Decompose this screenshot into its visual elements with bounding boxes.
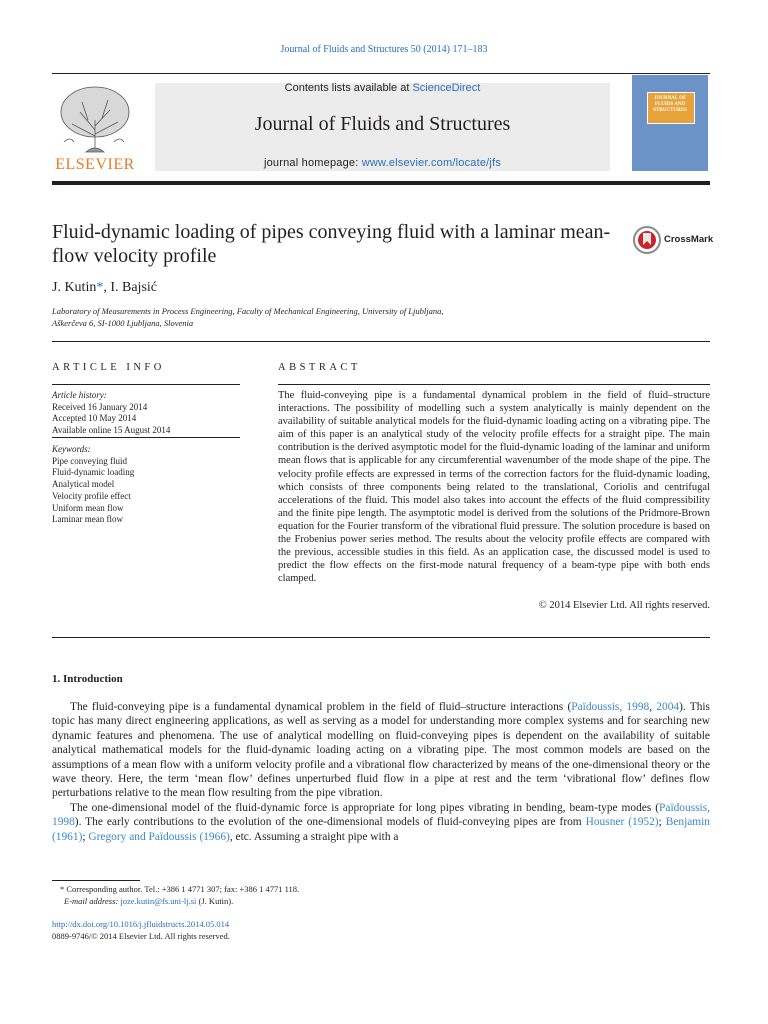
abstract-rule-top: [278, 384, 710, 385]
homepage-link[interactable]: www.elsevier.com/locate/jfs: [361, 157, 502, 169]
abstract-heading: ABSTRACT: [278, 362, 361, 373]
publisher-wordmark: ELSEVIER: [55, 156, 135, 173]
crossmark-label[interactable]: CrossMark: [664, 234, 714, 245]
section-rule: [52, 341, 710, 342]
article-info-heading: ARTICLE INFO: [52, 362, 165, 373]
cover-title: JOURNAL OF FLUIDS AND STRUCTURES: [653, 96, 687, 113]
abstract-text: The fluid-conveying pipe is a fundamental dynamical problem in the field of fluid–structure interactions. The possibility of modelling such a system analytically is mainly dependent on the availability of suitable analytical models for the fluid-dynamic loading acting on a vibrating pipe. The aim of this paper is an analytical study of the velocity profile effects for a straight pipe. The main contribution is the derived asymptotic model for the fluid-dynamic loading of the laminar and uniform mean flows that is applicable for any circumferential wavenumber of the mode shape of the pipe. The velocity profile effects are expressed in terms of the correction factors for the fluid-dynamic loading, which consists of three components being related to the translational, Coriolis and centrifugal accelerations of the fluid. This model also takes into account the effects of the fluid compressibility and the finite pipe length. The asymptotic model is derived from the solutions of the Pridmore-Brown equation for the Fourier transform of the vibrational fluid pressure. The solution procedure is based on the Frobenius power series method. The results about the velocity profile effects are compared with the previous, accessible studies in this field. As an application case, the discussed model is used to predict the flow effects on the first-mode natural frequency of a beam-type pipe with both ends clamped.: [278, 390, 710, 585]
affiliation-line-1: Laboratory of Measurements in Process Engineering, Faculty of Mechanical Engineering, University of Ljubljana,: [52, 306, 444, 316]
author-bajsic[interactable]: I. Bajsić: [110, 280, 157, 295]
intro-text: , etc. Assuming a straight pipe with a: [229, 830, 399, 843]
intro-text: ;: [82, 830, 89, 843]
citation-link[interactable]: Housner (1952): [585, 816, 659, 829]
citation-link[interactable]: Païdoussis, 1998: [52, 801, 710, 829]
keyword-item: Laminar mean flow: [52, 514, 123, 525]
corresponding-author-mark[interactable]: *: [96, 280, 104, 295]
intro-text: ;: [658, 816, 666, 829]
citation-link[interactable]: Benjamin (1961): [52, 816, 711, 843]
article-title: Fluid-dynamic loading of pipes conveying fluid with a laminar mean-flow velocity profile: [52, 221, 611, 267]
corresponding-author-note: * Corresponding author. Tel.: +386 1 4771 307; fax: +386 1 4771 118.: [60, 884, 300, 894]
doi-block: [52, 919, 452, 942]
intro-text: ,: [649, 701, 657, 713]
header-rule-bottom: [52, 181, 710, 185]
keyword-item: Uniform mean flow: [52, 502, 124, 513]
header-rule-top: [52, 73, 710, 74]
introduction-body: [52, 700, 710, 844]
intro-text: The one-dimensional model of the fluid-dynamic force is appropriate for long pipes vibrating in bending, beam-type modes (: [70, 801, 660, 814]
history-online: Available online 15 August 2014: [52, 424, 171, 435]
contents-line: [155, 82, 610, 94]
issn-line: 0889-9746/© 2014 Elsevier Ltd. All rights reserved.: [52, 930, 230, 941]
email-link[interactable]: joze.kutin@fs.uni-lj.si: [120, 895, 197, 906]
keyword-item: Analytical model: [52, 479, 115, 490]
intro-paragraph-2: [52, 801, 710, 844]
abstract-rule-bottom: [52, 637, 710, 638]
citation-link[interactable]: 2004: [656, 701, 680, 713]
affiliation: [52, 305, 572, 329]
footnote-rule: [52, 880, 140, 881]
keywords: [52, 444, 242, 526]
email-label: E-mail address:: [64, 895, 119, 906]
email-note: [52, 896, 552, 908]
author-kutin[interactable]: J. Kutin: [52, 280, 97, 295]
keywords-label: Keywords:: [52, 444, 91, 454]
article-history: [52, 390, 242, 436]
history-label: Article history:: [52, 390, 107, 400]
author-list: [52, 280, 157, 296]
journal-title: Journal of Fluids and Structures: [254, 113, 511, 135]
abstract-copyright: © 2014 Elsevier Ltd. All rights reserved.: [538, 600, 710, 611]
history-received: Received 16 January 2014: [52, 401, 148, 412]
journal-cover-thumbnail: [632, 75, 708, 171]
homepage-line: [155, 157, 610, 169]
sciencedirect-link[interactable]: ScienceDirect: [412, 82, 481, 94]
article-info-rule-mid: [52, 437, 240, 438]
history-accepted: Accepted 10 May 2014: [52, 413, 137, 423]
footnotes: [52, 884, 552, 907]
keyword-item: Velocity profile effect: [52, 490, 131, 501]
affiliation-line-2: Aškerčeva 6, SI-1000 Ljubljana, Slovenia: [52, 318, 194, 328]
journal-reference[interactable]: Journal of Fluids and Structures 50 (2014) 171–183: [280, 44, 488, 55]
doi-link[interactable]: http://dx.doi.org/10.1016/j.jfluidstructs.2014.05.014: [52, 919, 230, 929]
intro-text: The fluid-conveying pipe is a fundamental dynamical problem in the field of fluid–structure interactions (: [70, 701, 572, 713]
intro-text: ). This topic has many direct engineering applications, as well as serving as a model for understanding more complex systems and for searching new dynamic features and phenomena. The use of analytical modelling on fluid-conveying pipes is dependent on the availability of suitable analytical mathematical models for the fluid-dynamic loading acting on a vibrating pipe. The most common models are based on the assumptions of a mean flow with a uniform velocity profile and a vibrational flow characterized by means of the one-dimensional theory or the wave theory. Here, the term ‘mean flow’ defines unperturbed fluid flow in a pipe at rest and the term ‘vibrational flow’ defines flow perturbations relative to the mean flow resulting from the pipe vibration.: [52, 701, 710, 800]
article-info-rule-top: [52, 384, 240, 385]
citation-link[interactable]: Païdoussis, 1998: [571, 701, 650, 713]
keyword-item: Pipe conveying fluid: [52, 455, 127, 466]
email-suffix: (J. Kutin).: [196, 895, 234, 906]
homepage-prefix: journal homepage:: [263, 157, 359, 169]
contents-prefix: Contents lists available at: [284, 82, 410, 94]
section-heading-introduction: 1. Introduction: [52, 673, 123, 685]
keyword-item: Fluid-dynamic loading: [52, 467, 135, 478]
author-separator: ,: [103, 280, 107, 295]
intro-paragraph-1: [52, 700, 710, 801]
citation-link[interactable]: Gregory and Païdoussis (1966): [88, 830, 230, 843]
intro-text: ). The early contributions to the evolution of the one-dimensional models of fluid-conveying pipes are from: [74, 816, 586, 829]
